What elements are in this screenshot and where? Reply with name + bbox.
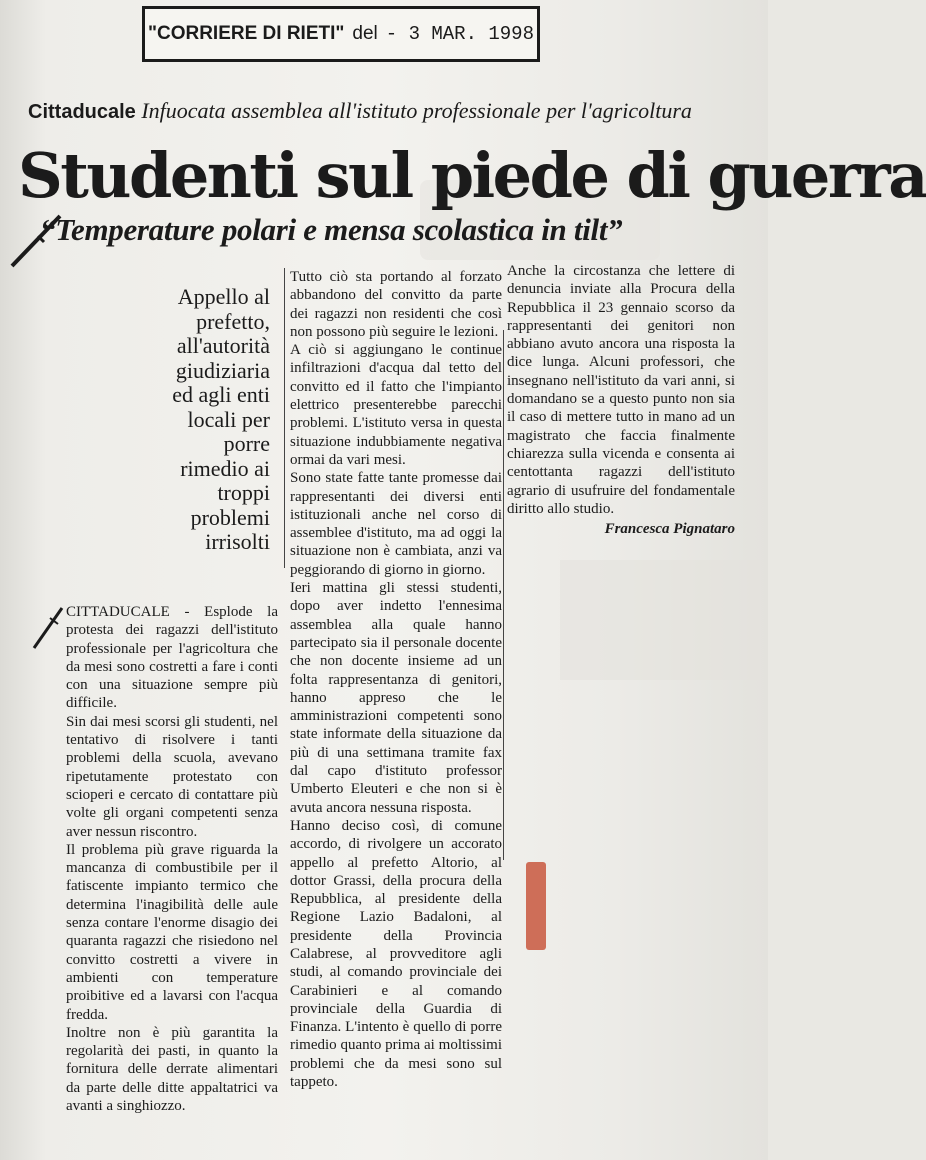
- column-divider: [503, 330, 504, 860]
- stamp-del: del: [352, 23, 378, 44]
- kicker: [28, 98, 692, 124]
- paragraph: Anche la circostanza che lettere di denuncia inviate alla Procura della Repubblica il 23 gennaio scorso da rappresentanti dei genitori non abbiano avuto ancora una risposta la dice lunga. Alcuni professori, che insegnano nell'istituto da vari anni, si domandano se a questo punto non sia il caso di mettere tutto in mano ad un magistrato che faccia finalmente chiarezza sulla vicenda e consenta ai centottanta ragazzi dell'istituto agrario di usufruire del fondamentale diritto allo studio.: [507, 263, 735, 517]
- column-divider: [284, 268, 285, 568]
- bleed-through-shape: [560, 560, 760, 680]
- paragraph: CITTADUCALE - Esplode la protesta dei ragazzi dell'istituto professionale per l'agricoltura che da mesi sono costretti a fare i conti con una situazione sempre più difficile.: [66, 604, 278, 712]
- paragraph: A ciò si aggiungano le continue infiltrazioni d'acqua dal tetto del convitto ed il fatto che l'impianto elettrico presenterebbe parecchi problemi. L'istituto versa in questa situazione indubbiamente negativa ormai da vari mesi.: [290, 342, 502, 468]
- headline: Studenti sul piede di guerra: [18, 139, 926, 212]
- paragraph: Hanno deciso così, di comune accordo, di rivolgere un accorato appello al prefetto Altorio, al dottor Grassi, della procura della Repubblica, al presidente della Regione Lazio Badaloni, al presidente della Provincia Calabrese, al provveditore agli studi, al comando provinciale dei Carabinieri e al comando provinciale della Guardia di Finanza. L'intento è quello di porre rimedio quanto prima ai moltissimi problemi che da mesi sono sul tappeto.: [290, 817, 502, 1091]
- paragraph: Ieri mattina gli stessi studenti, dopo aver indetto l'ennesima assemblea alla quale hanno partecipato sia il personale docente che non docente insieme ad un folta rappresentanza di genitori, hanno appreso che le amministrazioni competenti sono state informate della situazione da più di una settimana tramite fax dal capo d'istituto professor Umberto Eleuteri e che non si è avuta ancora nessuna risposta.: [290, 580, 502, 816]
- paragraph: Sono state fatte tante promesse dai rappresentanti dei diversi enti istituzionali anche nel corso di assemblee d'istituto, ma ad oggi la situazione non è cambiata, anzi va peggiorando di giorno in giorno.: [290, 470, 502, 578]
- article-column-2: [290, 268, 502, 1091]
- paragraph: Tutto ciò sta portando al forzato abbandono del convitto da parte dei ragazzi non residenti che così non possono più seguire le lezioni.: [290, 269, 502, 340]
- paragraph: Il problema più grave riguarda la mancanza di combustibile per il fatiscente impianto termico che determina l'inagibilità delle aule senza contare l'enorme disagio dei quaranta ragazzi che risiedono nel convitto costretti a vivere in ambienti con temperature proibitive ed a lavarsi con l'acqua fredda.: [66, 841, 278, 1023]
- subheadline: “Temperature polari e mensa scolastica in tilt”: [40, 212, 623, 247]
- kicker-text: Infuocata assemblea all'istituto professionale per l'agricoltura: [141, 98, 692, 123]
- paragraph: Sin dai mesi scorsi gli studenti, nel tentativo di risolvere i tanti problemi della scuola, avevano ripetutamente protestato con scioperi e cercato di contattare più volte gli organi competenti senza aver nessun riscontro.: [66, 713, 278, 840]
- paragraph: Inoltre non è più garantita la regolarità dei pasti, in quanto la fornitura delle derrate alimentari da parte delle ditte appaltatrici va avanti a singhiozzo.: [66, 1024, 278, 1115]
- clipping-date: - 3 MAR. 1998: [385, 23, 534, 45]
- pen-mark-icon: [28, 602, 68, 652]
- article-column-3: [507, 262, 735, 538]
- red-highlighter-mark: [526, 862, 546, 950]
- newspaper-name: "CORRIERE DI RIETI": [147, 23, 345, 44]
- kicker-place: Cittaducale: [28, 101, 136, 123]
- article-column-1: [66, 603, 278, 1115]
- source-stamp: [142, 6, 540, 62]
- byline: Francesca Pignataro: [604, 521, 735, 538]
- pull-quote: Appello al prefetto, all'autorità giudiziaria ed agli enti locali per porre rimedio ai troppi problemi irrisolti: [172, 284, 270, 554]
